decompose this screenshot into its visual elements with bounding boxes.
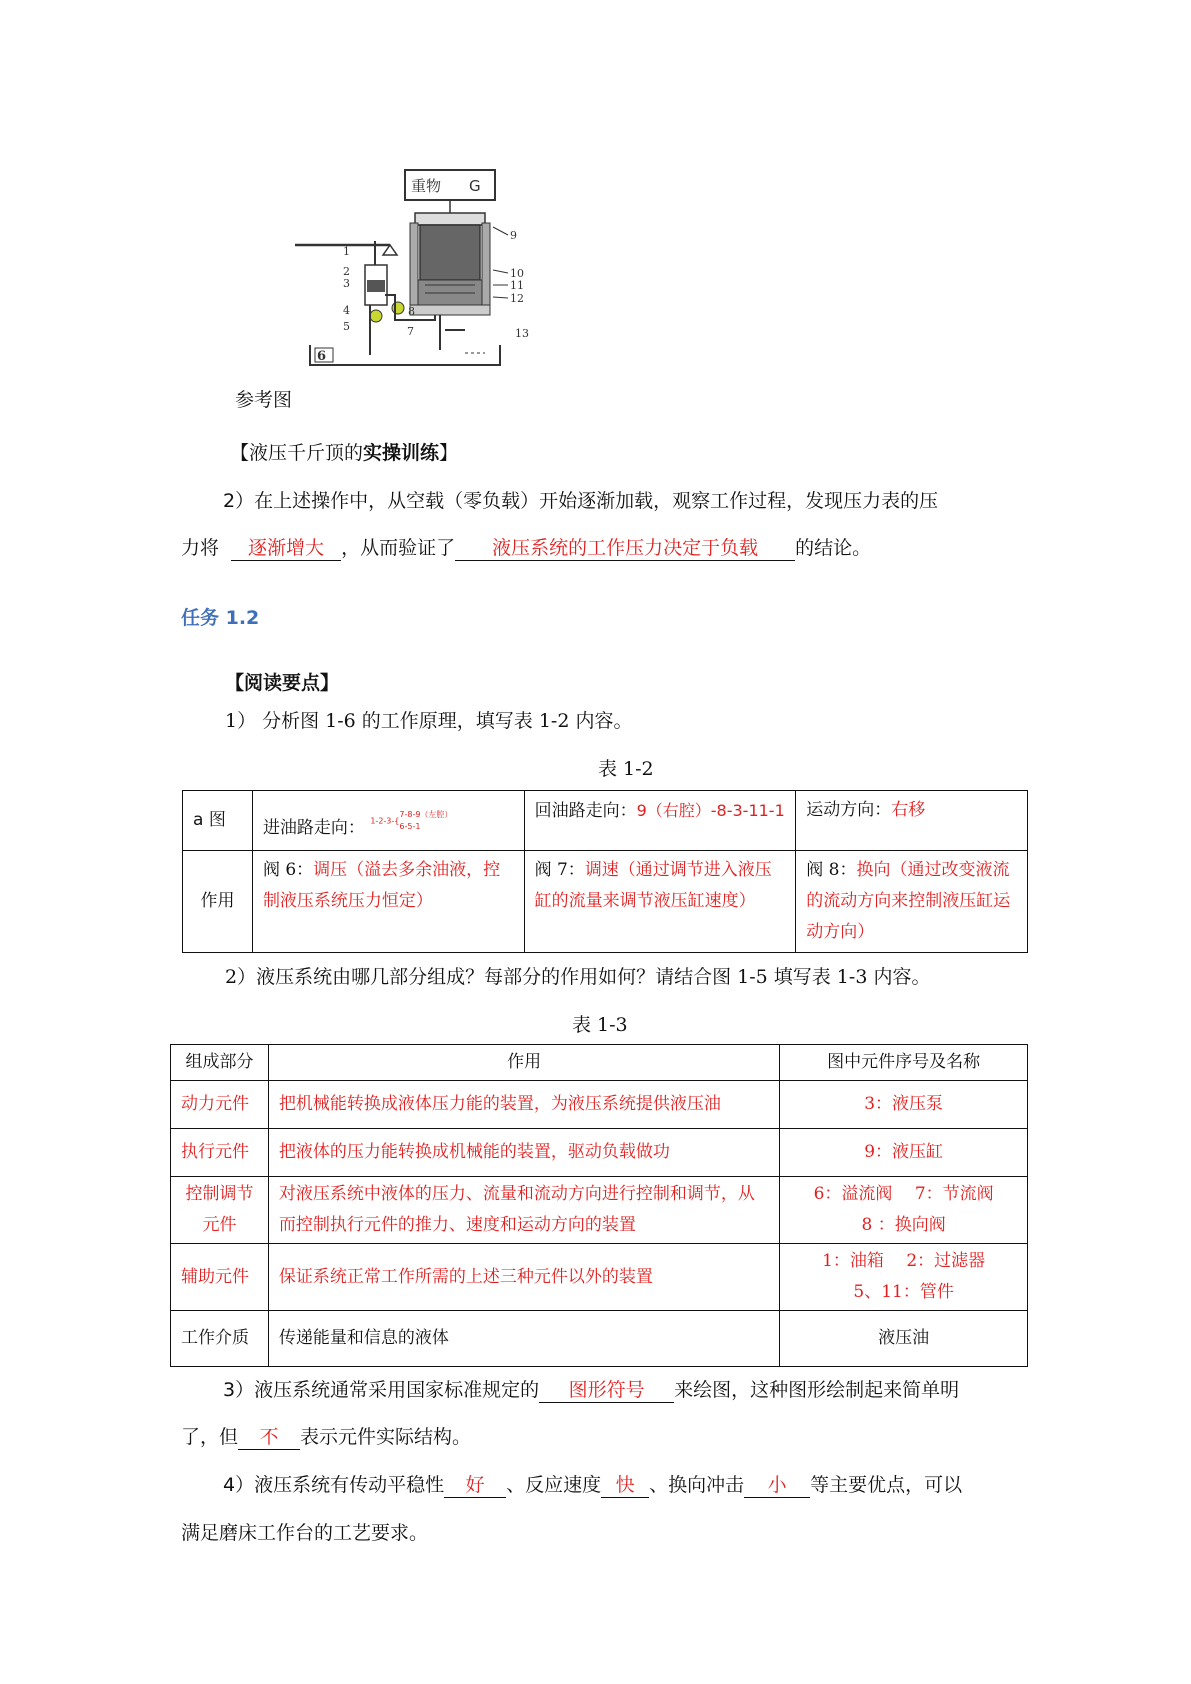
table13-row-role: 把液体的压力能转换成机械能的装置，驱动负载做功 bbox=[268, 1129, 779, 1177]
figure-caption: 参考图 bbox=[235, 389, 293, 411]
answer-not: 不 bbox=[259, 1426, 279, 1448]
q4-line1 bbox=[223, 1470, 962, 1498]
return-label: 回油路走向： bbox=[534, 801, 637, 821]
table12-return-cell bbox=[524, 791, 796, 851]
motion-value: 右移 bbox=[891, 800, 926, 820]
hydraulic-jack-diagram bbox=[295, 165, 555, 400]
in-path-branch1: 7-8-9（左腔） bbox=[399, 809, 453, 819]
table13-item-line: 8 ：换向阀 bbox=[861, 1215, 946, 1235]
callout-13: 13 bbox=[515, 327, 529, 340]
in-path-label: 进油路走向： bbox=[262, 818, 365, 838]
practice-q2-text: ）在上述操作中，从空载（零负载）开始逐渐加载，观察工作过程，发现压力表的压 bbox=[235, 490, 939, 512]
table12-caption: 表 1-2 bbox=[598, 758, 654, 780]
practice-heading-bold: 实操训练 bbox=[363, 442, 440, 464]
table13-caption: 表 1-3 bbox=[572, 1014, 628, 1036]
table12-motion-cell bbox=[796, 791, 1028, 851]
practice-q2-line2 bbox=[181, 533, 871, 561]
task-q1: 1） 分析图 1-6 的工作原理，填写表 1-2 内容。 bbox=[225, 710, 633, 732]
table13-item-line: 5、11：管件 bbox=[853, 1282, 954, 1302]
answer-increase: 逐渐增大 bbox=[248, 537, 325, 559]
reading-heading: 【阅读要点】 bbox=[225, 672, 340, 694]
task-title: 任务 1.2 bbox=[181, 607, 260, 629]
table13-row-items bbox=[780, 1177, 1028, 1244]
table13-row-items: 3：液压泵 bbox=[780, 1081, 1028, 1129]
callout-11: 11 bbox=[510, 279, 524, 292]
practice-q2-mid: ，从而验证了 bbox=[341, 537, 456, 559]
table13-row-items: 9：液压缸 bbox=[780, 1129, 1028, 1177]
table13-header-items: 图中元件序号及名称 bbox=[780, 1045, 1028, 1081]
practice-heading bbox=[230, 438, 458, 465]
motion-label: 运动方向： bbox=[806, 800, 892, 820]
table13-header-part: 组成部分 bbox=[171, 1045, 269, 1081]
practice-q2-num: 2 bbox=[223, 490, 236, 512]
table-1-2 bbox=[182, 790, 1028, 953]
callout-2: 2 bbox=[343, 265, 350, 278]
practice-q2-pre: 力将 bbox=[181, 537, 220, 559]
table13-row-part: 辅助元件 bbox=[171, 1244, 269, 1311]
q3-pre: ）液压系统通常采用国家标准规定的 bbox=[235, 1379, 540, 1401]
q3-num: 3 bbox=[223, 1379, 236, 1401]
answer-pressure-load: 液压系统的工作压力决定于负载 bbox=[492, 537, 759, 559]
answer-good: 好 bbox=[465, 1474, 485, 1496]
valve8-cell bbox=[796, 851, 1028, 953]
table12-in-path-cell: 进油路走向： 1-2-3-{7-8-9（左腔） 6-5-1 bbox=[252, 791, 524, 851]
table13-row-part: 执行元件 bbox=[171, 1129, 269, 1177]
callout-6: 6 bbox=[317, 349, 327, 364]
q4-line2: 满足磨床工作台的工艺要求。 bbox=[181, 1522, 429, 1544]
table13-row-role: 传递能量和信息的液体 bbox=[268, 1311, 779, 1367]
in-path-prefix: 1-2-3- bbox=[370, 816, 395, 825]
table13-row-part: 控制调节元件 bbox=[171, 1177, 269, 1244]
callout-1: 1 bbox=[343, 245, 350, 258]
q4-post: 等主要优点，可以 bbox=[810, 1474, 963, 1496]
valve8-label: 阀 8： bbox=[806, 860, 857, 880]
table13-row-items bbox=[780, 1244, 1028, 1311]
q4-num: 4 bbox=[223, 1474, 236, 1496]
q3-post: 来绘图，这种图形绘制起来简单明 bbox=[674, 1379, 960, 1401]
table13-row-role: 对液压系统中液体的压力、流量和流动方向进行控制和调节，从而控制执行元件的推力、速度和运动方向的装置 bbox=[268, 1177, 779, 1244]
load-g: G bbox=[469, 177, 481, 195]
table13-question: 2）液压系统由哪几部分组成？每部分的作用如何？请结合图 1-5 填写表 1-3 内容。 bbox=[225, 966, 931, 988]
q4-mid1: 、反应速度 bbox=[506, 1474, 602, 1496]
callout-5: 5 bbox=[343, 320, 350, 333]
callout-9: 9 bbox=[510, 229, 517, 242]
hydraulic-jack-figure bbox=[295, 165, 555, 400]
q3-line1 bbox=[223, 1375, 959, 1403]
callout-4: 4 bbox=[343, 304, 350, 317]
q4-mid2: 、换向冲击 bbox=[649, 1474, 745, 1496]
valve7-value: 调速（通过调节进入液压缸的流量来调节液压缸速度） bbox=[534, 860, 772, 911]
q3-line2-post: 表示元件实际结构。 bbox=[300, 1426, 472, 1448]
load-label: 重物 bbox=[411, 177, 442, 195]
table-1-3 bbox=[170, 1044, 1028, 1367]
valve7-cell bbox=[524, 851, 796, 953]
callout-7: 7 bbox=[407, 325, 414, 338]
q4-pre: ）液压系统有传动平稳性 bbox=[235, 1474, 445, 1496]
callout-12: 12 bbox=[510, 292, 524, 305]
callout-8: 8 bbox=[408, 305, 415, 318]
table13-row-items: 液压油 bbox=[780, 1311, 1028, 1367]
practice-heading-prefix: 【液压千斤顶的 bbox=[230, 442, 364, 464]
callout-3: 3 bbox=[343, 277, 350, 290]
valve6-cell bbox=[252, 851, 524, 953]
valve8-value: 换向（通过改变液流的流动方向来控制液压缸运动方向） bbox=[806, 860, 1011, 942]
table12-row2-label: 作用 bbox=[183, 851, 253, 953]
practice-q2-line1 bbox=[223, 486, 938, 513]
table13-row-role: 保证系统正常工作所需的上述三种元件以外的装置 bbox=[268, 1244, 779, 1311]
valve6-value: 调压（溢去多余油液，控制液压系统压力恒定） bbox=[262, 860, 501, 911]
valve7-label: 阀 7： bbox=[534, 860, 585, 880]
table13-row-part: 工作介质 bbox=[171, 1311, 269, 1367]
table13-row-role: 把机械能转换成液体压力能的装置，为液压系统提供液压油 bbox=[268, 1081, 779, 1129]
table13-header-role: 作用 bbox=[268, 1045, 779, 1081]
table13-row-part: 动力元件 bbox=[171, 1081, 269, 1129]
answer-fast: 快 bbox=[615, 1474, 635, 1496]
practice-heading-suffix: 】 bbox=[439, 442, 459, 464]
practice-q2-post: 的结论。 bbox=[795, 537, 872, 559]
answer-graphic-symbol: 图形符号 bbox=[568, 1379, 645, 1401]
in-path-branch2: 6-5-1 bbox=[399, 821, 421, 831]
valve6-label: 阀 6： bbox=[262, 860, 314, 880]
q3-line2 bbox=[181, 1422, 471, 1450]
table13-item-line: 6：溢流阀 7：节流阀 bbox=[813, 1184, 994, 1204]
return-value: 9（右腔）-8-3-11-1 bbox=[636, 801, 785, 820]
table13-item-line: 1：油箱 2：过滤器 bbox=[822, 1251, 986, 1271]
q3-line2-pre: 了，但 bbox=[181, 1426, 239, 1448]
table12-row1-label: a 图 bbox=[183, 791, 253, 851]
answer-small: 小 bbox=[767, 1474, 787, 1496]
callout-10: 10 bbox=[510, 267, 524, 280]
